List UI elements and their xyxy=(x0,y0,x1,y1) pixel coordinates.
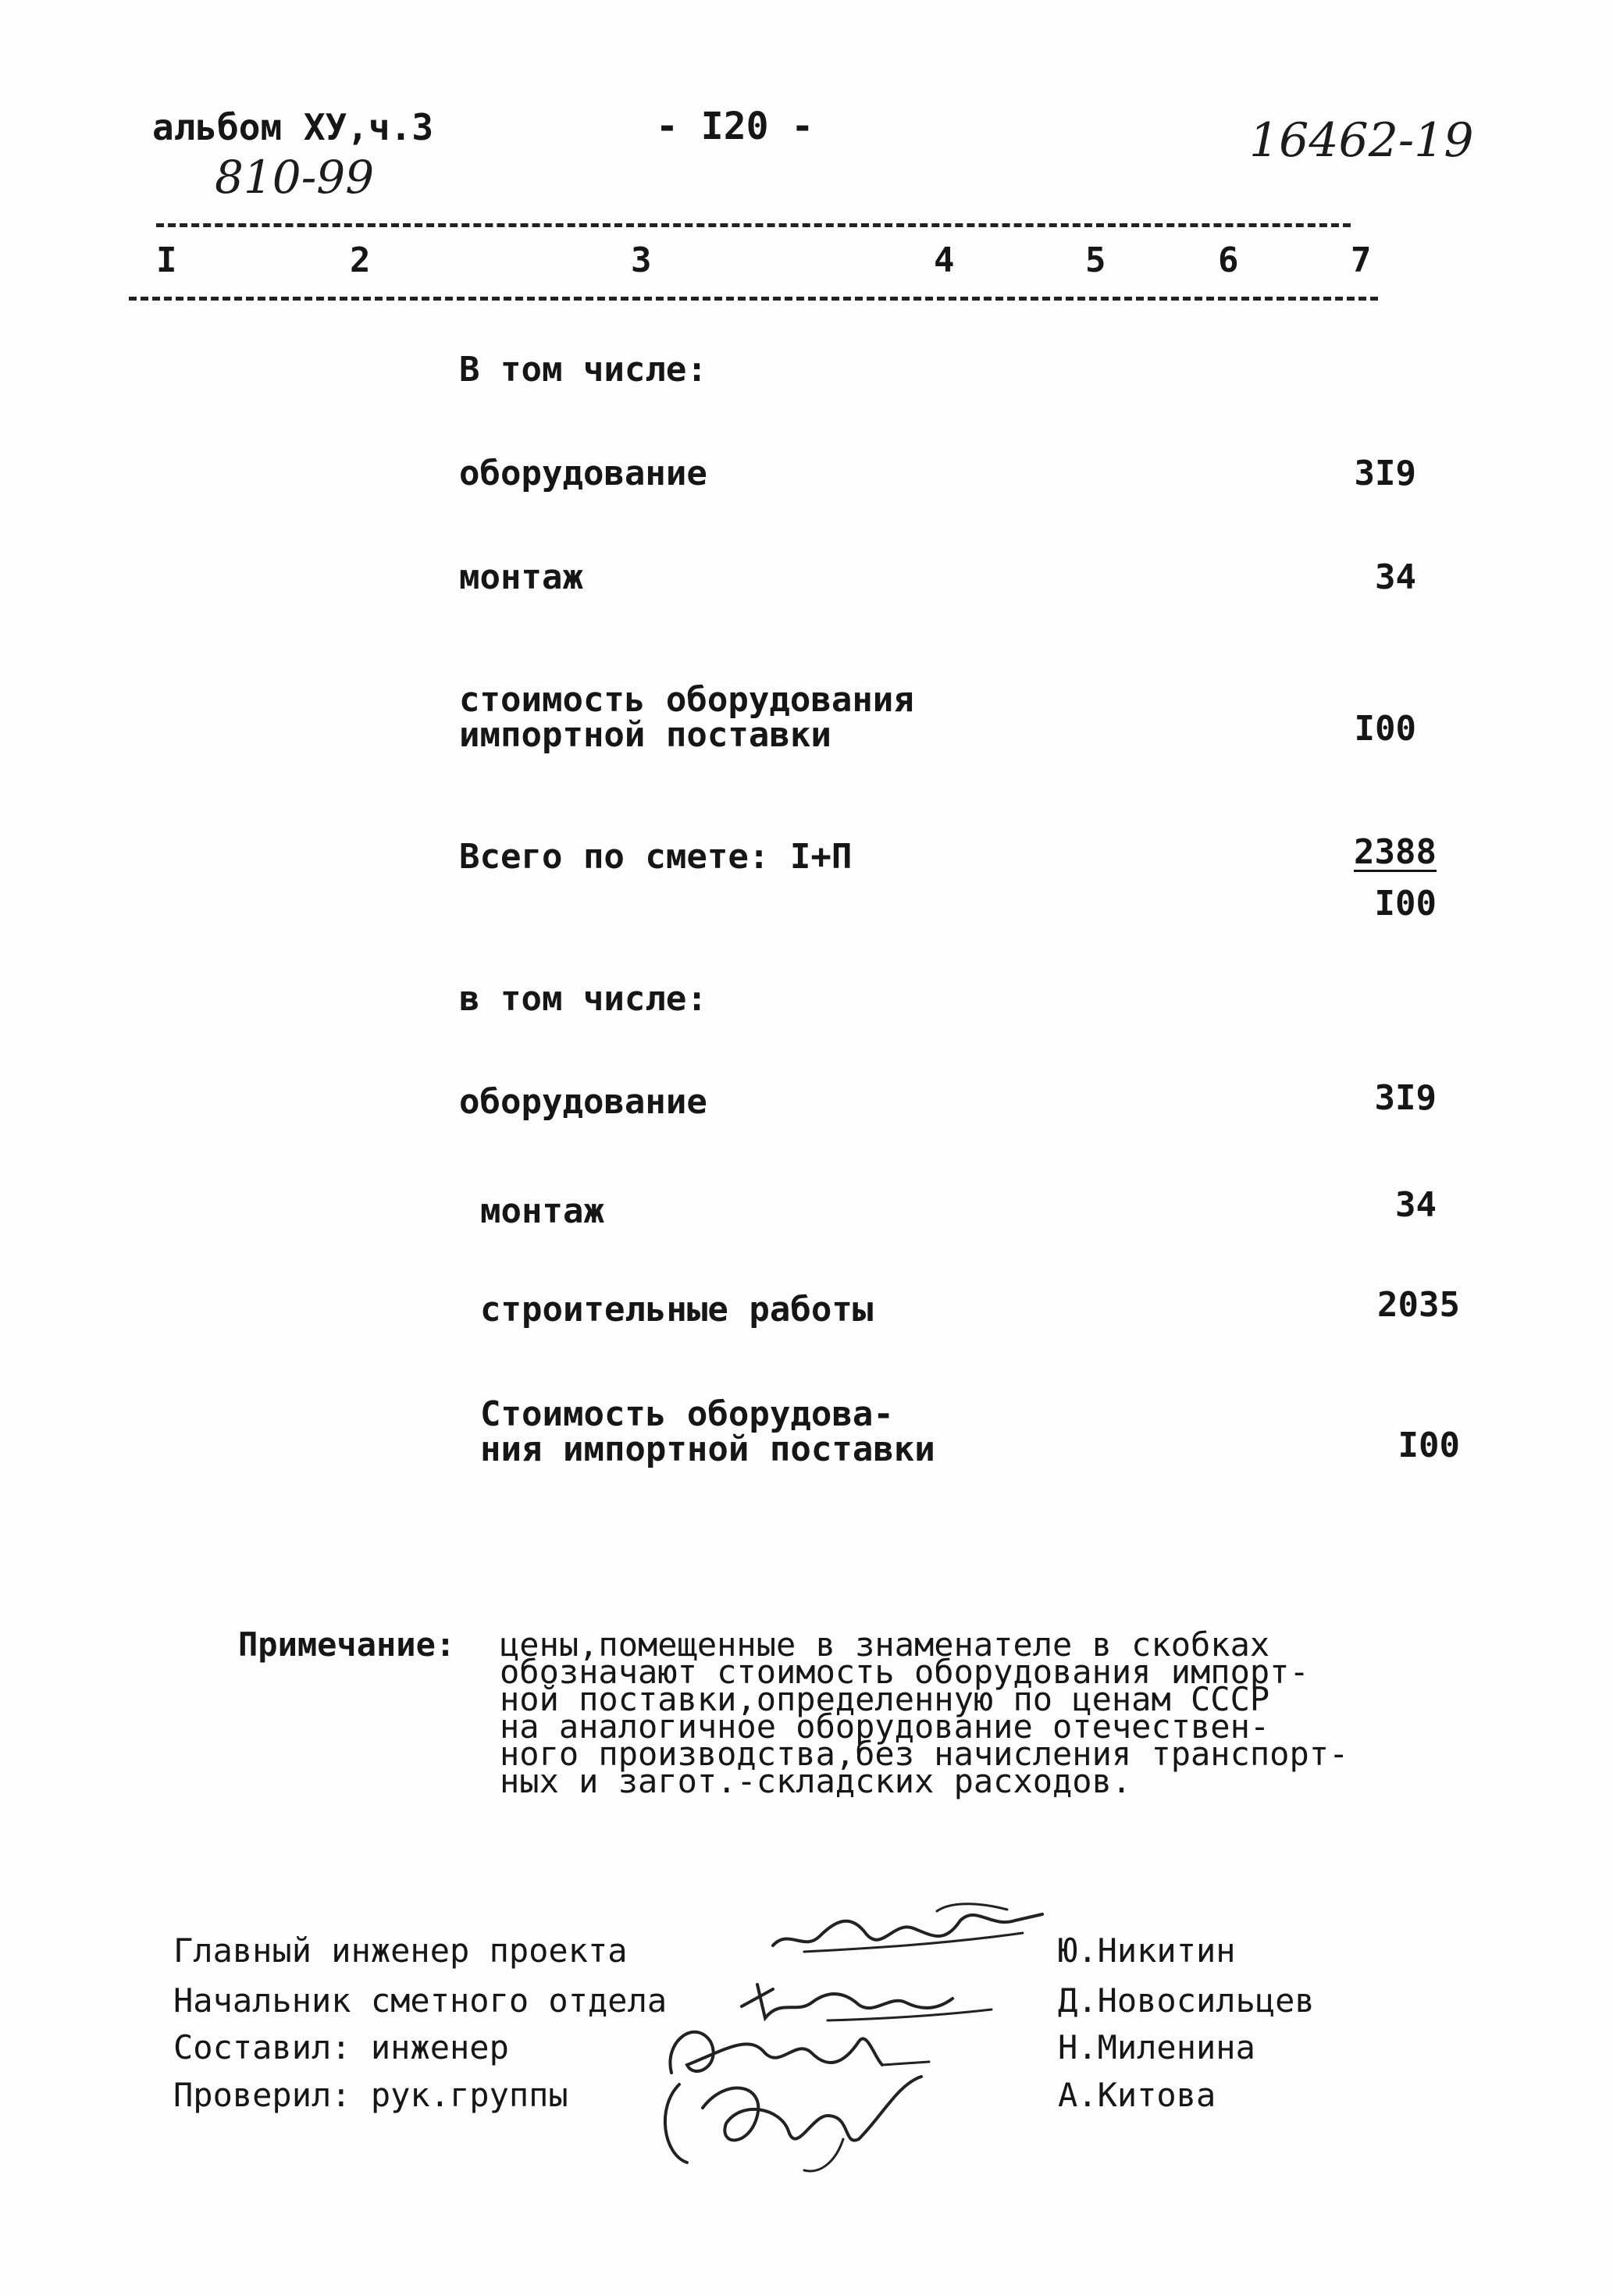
column-header-top-rule xyxy=(156,223,1351,227)
signature-role-chief-engineer: Главный инженер проекта xyxy=(173,1931,628,1970)
section1-row-installation-value: 34 xyxy=(1375,557,1416,597)
page-number: - I20 - xyxy=(656,105,814,148)
note-line-6: ных и загот.-складских расходов. xyxy=(500,1762,1132,1800)
section1-row-import-label-line2: импортной поставки xyxy=(459,715,831,755)
handwritten-reference: 810-99 xyxy=(215,151,375,204)
column-number-2: 2 xyxy=(350,240,371,280)
section1-row-import-value: I00 xyxy=(1354,709,1416,749)
signature-scribble-chief-engineer xyxy=(757,1897,1054,1967)
column-number-3: 3 xyxy=(631,240,652,280)
column-number-1: I xyxy=(156,240,177,280)
note-line-3: ной поставки,определенную по ценам СССР xyxy=(500,1680,1270,1718)
section1-row-equipment-label: оборудование xyxy=(459,454,707,493)
total-denominator: I00 xyxy=(1374,884,1437,924)
section2-row-import-label-line2: ния импортной поставки xyxy=(480,1429,935,1469)
section2-row-import-label-line1: Стоимость оборудова- xyxy=(480,1394,894,1434)
total-numerator: 2388 xyxy=(1354,832,1437,872)
document-code-handwritten: 16462-19 xyxy=(1249,113,1474,168)
section1-row-equipment-value: 3I9 xyxy=(1354,454,1416,493)
section2-row-equipment-value: 3I9 xyxy=(1374,1078,1437,1118)
note-label: Примечание: xyxy=(238,1625,456,1664)
section1-heading: В том числе: xyxy=(459,350,707,390)
signature-scribble-checked-by xyxy=(648,2061,945,2178)
section2-row-import-value: I00 xyxy=(1398,1426,1460,1465)
section2-row-construction-value: 2035 xyxy=(1377,1285,1460,1325)
column-number-5: 5 xyxy=(1085,240,1106,280)
column-number-4: 4 xyxy=(934,240,955,280)
signature-role-checked-by: Проверил: рук.группы xyxy=(173,2076,568,2114)
section1-row-installation-label: монтаж xyxy=(459,557,583,597)
section2-row-construction-label: строительные работы xyxy=(480,1290,874,1330)
total-label: Всего по смете: I+П xyxy=(459,837,853,877)
column-header-bottom-rule xyxy=(129,297,1378,301)
column-number-6: 6 xyxy=(1218,240,1239,280)
section2-heading: в том числе: xyxy=(459,979,707,1019)
album-reference: альбом ХУ,ч.3 xyxy=(152,106,434,148)
signature-name-compiled-by: Н.Миленина xyxy=(1058,2028,1255,2066)
column-number-7: 7 xyxy=(1351,240,1372,280)
signature-name-estimating-head: Д.Новосильцев xyxy=(1058,1981,1315,2020)
section2-row-installation-label: монтаж xyxy=(480,1191,604,1231)
section2-row-installation-value: 34 xyxy=(1395,1185,1437,1225)
signature-name-chief-engineer: Ю.Никитин xyxy=(1058,1931,1236,1970)
note-line-2: обозначают стоимость оборудования импорт- xyxy=(500,1653,1309,1691)
signature-name-checked-by: А.Китова xyxy=(1058,2076,1216,2114)
signature-role-estimating-head: Начальник сметного отдела xyxy=(173,1981,668,2020)
note-line-5: ного производства,без начисления транспорт- xyxy=(500,1735,1349,1773)
signature-role-compiled-by: Составил: инженер xyxy=(173,2028,509,2066)
section1-row-import-label-line1: стоимость оборудования xyxy=(459,680,914,720)
note-line-1: цены,помещенные в знаменателе в скобках xyxy=(500,1625,1270,1664)
note-line-4: на аналогичное оборудование отечествен- xyxy=(500,1707,1270,1746)
section2-row-equipment-label: оборудование xyxy=(459,1082,707,1122)
